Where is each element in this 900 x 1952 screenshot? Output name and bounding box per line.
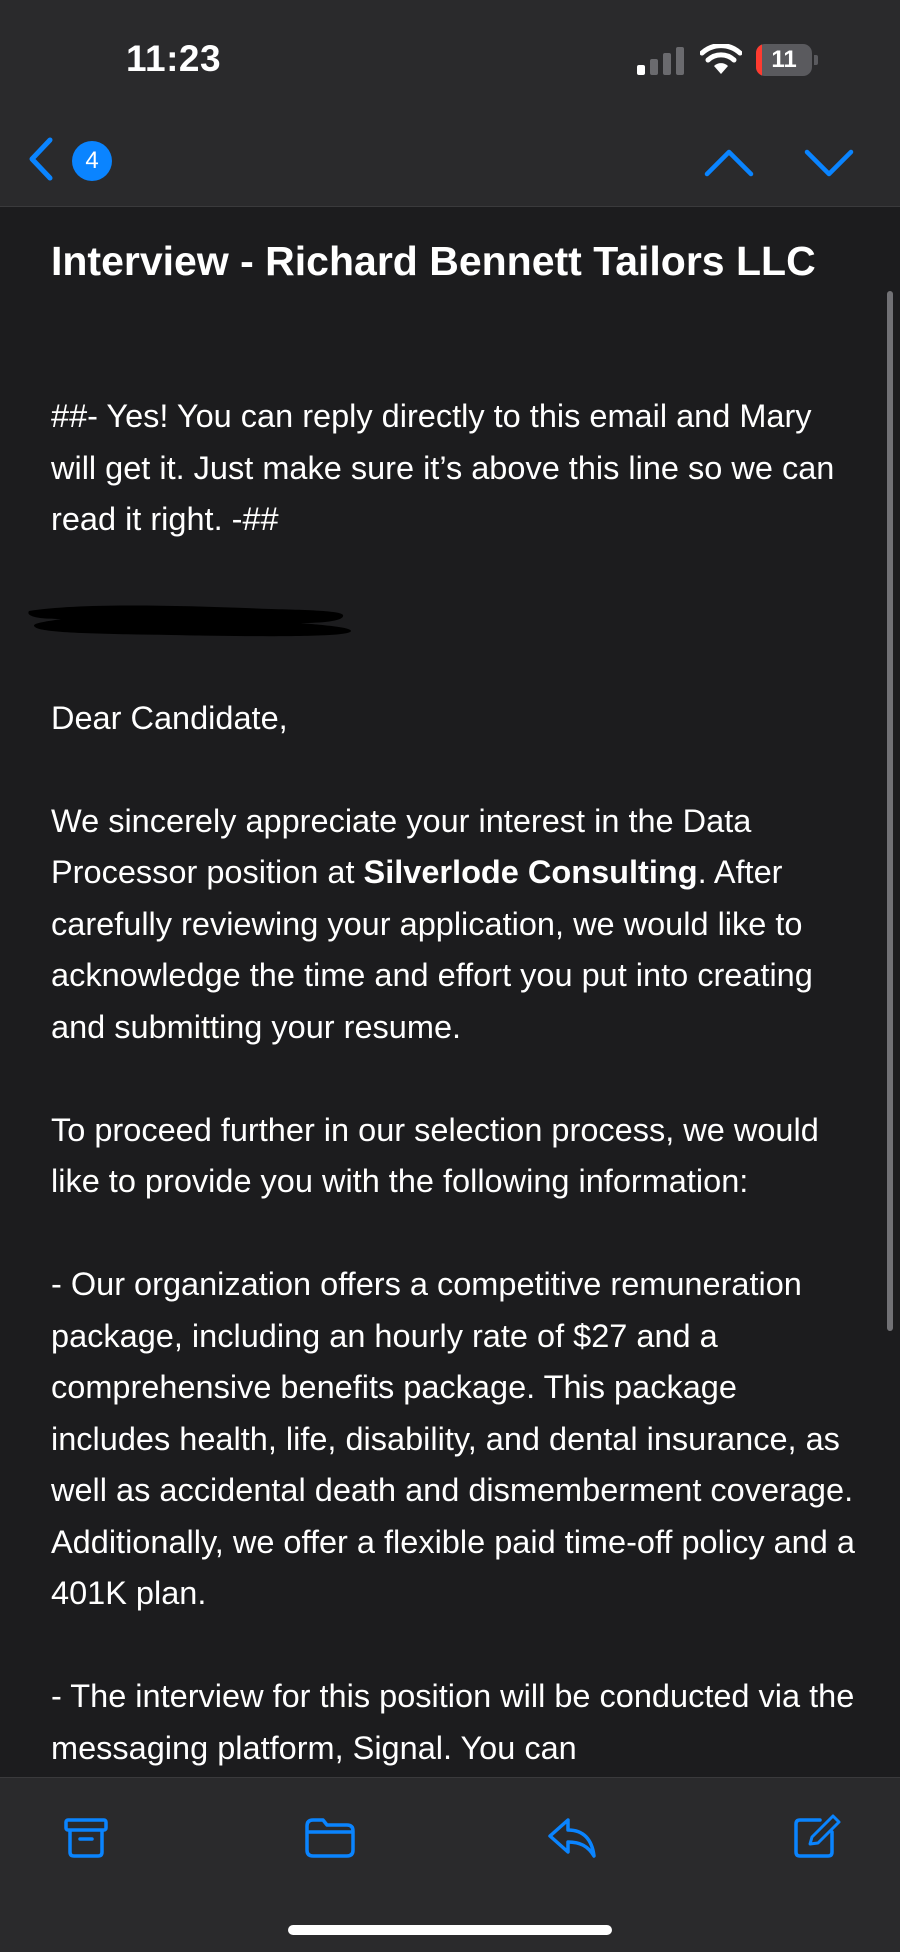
status-bar (0, 0, 900, 120)
redacted-sender-mark (21, 597, 361, 641)
battery-level: 11 (771, 46, 797, 73)
company-name: Silverlode Consulting (363, 854, 698, 890)
paragraph-intro-end: . After carefully reviewing your application, we would like to acknowledge the time and effort you put into creating and submitting your resume. (51, 854, 813, 1045)
paragraph-intro (51, 796, 861, 1054)
greeting-text: Dear Candidate, (51, 699, 288, 736)
paragraph-compensation: - Our organization offers a competitive remuneration package, including an hourly rate of $27 and a comprehensive benefits package. This package includes health, life, disability, and dental insurance, as well as accidental death and dismemberment coverage. Additionally, we offer a flexible paid time-off policy and a 401K plan. (51, 1266, 855, 1611)
paragraph-interview: - The interview for this position will be conducted via the messaging platform, Signal. You can (51, 1678, 855, 1766)
cellular-signal-icon (637, 47, 685, 75)
unread-count-badge[interactable]: 4 (72, 141, 112, 181)
email-subject: Interview - Richard Bennett Tailors LLC (51, 238, 816, 284)
chevron-left-icon[interactable] (22, 134, 62, 184)
wifi-icon (700, 44, 742, 76)
compose-icon[interactable] (790, 1812, 842, 1862)
chevron-up-icon[interactable] (702, 138, 756, 186)
reply-icon[interactable] (546, 1812, 598, 1862)
email-content[interactable] (0, 207, 900, 1777)
email-body (51, 391, 861, 1777)
chevron-down-icon[interactable] (802, 138, 856, 186)
status-time: 11:23 (126, 38, 222, 79)
battery-icon (756, 44, 818, 76)
reply-instruction-note: ##- Yes! You can reply directly to this email and Mary will get it. Just make sure it’s above this line so we can read it right. -## (51, 398, 835, 537)
scrollbar[interactable] (887, 291, 893, 1331)
paragraph-intro-start: We sincerely appreciate your interest in the Data Processor position at (51, 802, 752, 890)
mail-nav-bar (0, 120, 900, 207)
archive-icon[interactable] (60, 1812, 112, 1862)
folder-icon[interactable] (304, 1812, 356, 1862)
home-indicator[interactable] (288, 1925, 612, 1935)
paragraph-next-steps: To proceed further in our selection process, we would like to provide you with the following information: (51, 1111, 819, 1199)
